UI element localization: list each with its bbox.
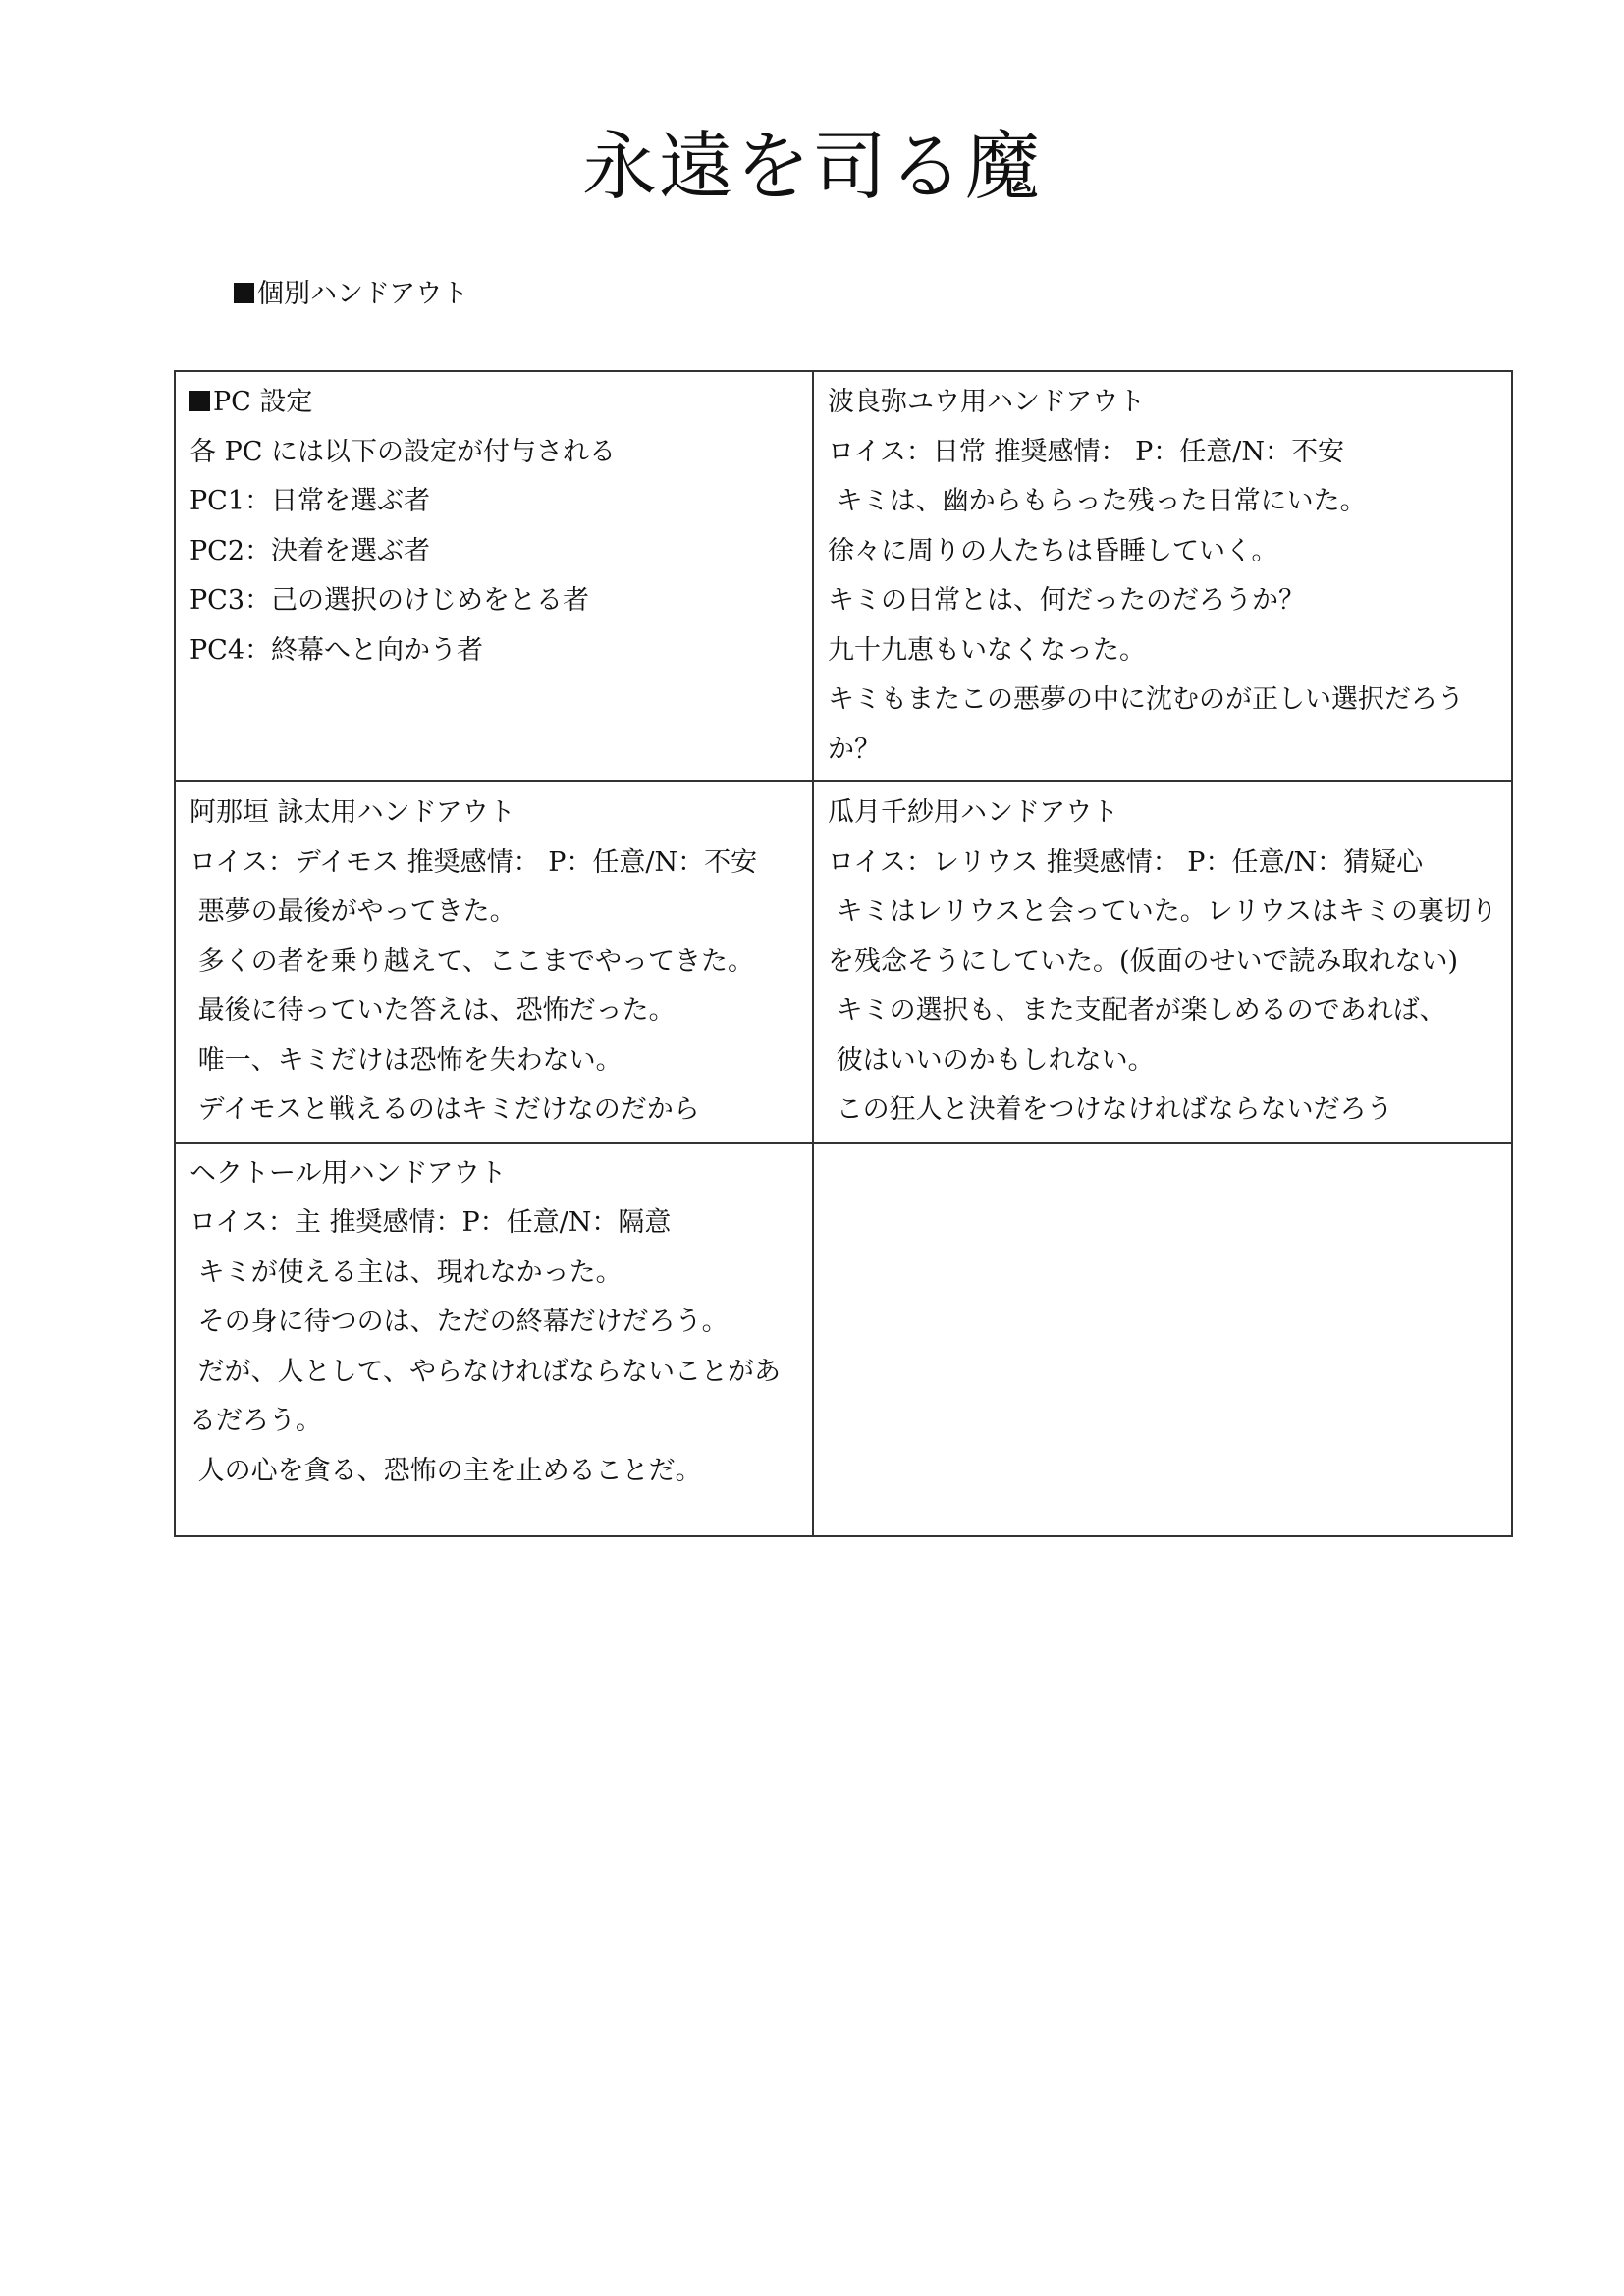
- pc-settings-cell: [175, 371, 813, 781]
- handout-table: [174, 370, 1513, 1537]
- urizuki-handout-cell: [813, 781, 1512, 1143]
- section-heading-text: 個別ハンドアウト: [257, 279, 469, 309]
- black-square-icon: [234, 283, 254, 303]
- hector-handout-cell: [175, 1143, 813, 1536]
- anagaki-handout-cell: [175, 781, 813, 1143]
- urizuki-handout-line: ロイス：レリウス 推奨感情： P：任意/N：猜疑心: [828, 846, 1424, 878]
- pc-settings-line: PC3：己の選択のけじめをとる者: [189, 585, 590, 615]
- hector-handout-line: キミが使える主は、現れなかった。: [189, 1256, 623, 1288]
- pc-settings-heading-text: PC 設定: [213, 387, 313, 417]
- document-title: 永遠を司る魔: [582, 123, 1042, 210]
- pc-settings-line: 各 PC には以下の設定が付与される: [189, 436, 616, 467]
- hector-handout-line: だが、人として、やらなければならないことがあるだろう。: [189, 1356, 782, 1436]
- hara-handout-line: ロイス：日常 推奨感情： P：任意/N：不安: [828, 436, 1344, 467]
- empty-cell: [813, 1143, 1512, 1536]
- urizuki-handout-heading: 瓜月千紗用ハンドアウト: [828, 797, 1119, 828]
- urizuki-handout-line: 彼はいいのかもしれない。: [828, 1044, 1155, 1076]
- hara-handout-heading: 波良弥ユウ用ハンドアウト: [828, 387, 1146, 417]
- table-row: [175, 781, 1512, 1143]
- black-square-icon: [189, 391, 210, 411]
- anagaki-handout-line: 最後に待っていた答えは、恐怖だった。: [189, 995, 676, 1026]
- hector-handout-line: ロイス：主 推奨感情：P：任意/N：隔意: [189, 1207, 672, 1238]
- hara-handout-line: キミは、幽からもらった残った日常にいた。: [828, 486, 1367, 516]
- pc-settings-line: PC1：日常を選ぶ者: [189, 486, 431, 516]
- hara-handout-line: 九十九恵もいなくなった。: [828, 634, 1146, 666]
- anagaki-handout-line: ロイス：デイモス 推奨感情： P：任意/N：不安: [189, 846, 758, 878]
- urizuki-handout-line: この狂人と決着をつけなければならないだろう: [828, 1095, 1393, 1125]
- hector-handout-line: 人の心を貪る、恐怖の主を止めることだ。: [189, 1455, 702, 1486]
- hector-handout-heading: ヘクトール用ハンドアウト: [189, 1157, 507, 1189]
- hara-handout-line: キミもまたこの悪夢の中に沈むのが正しい選択だろうか？: [828, 684, 1464, 765]
- hara-handout-line: 徐々に周りの人たちは昏睡していく。: [828, 535, 1278, 566]
- table-row: [175, 371, 1512, 781]
- table-row: [175, 1143, 1512, 1536]
- anagaki-handout-line: 多くの者を乗り越えて、ここまでやってきた。: [189, 945, 755, 977]
- hector-handout-line: その身に待つのは、ただの終幕だけだろう。: [189, 1307, 729, 1337]
- anagaki-handout-line: デイモスと戦えるのはキミだけなのだから: [189, 1095, 700, 1125]
- urizuki-handout-line: キミはレリウスと会っていた。レリウスはキミの裏切りを残念そうにしていた。(仮面のせいで読み取れない): [828, 896, 1497, 977]
- hara-handout-cell: [813, 371, 1512, 781]
- section-heading: [234, 275, 468, 314]
- anagaki-handout-heading: 阿那垣 詠太用ハンドアウト: [189, 797, 515, 828]
- pc-settings-line: PC2：決着を選ぶ者: [189, 535, 431, 566]
- urizuki-handout-line: キミの選択も、また支配者が楽しめるのであれば、: [828, 995, 1446, 1026]
- hara-handout-line: キミの日常とは、何だったのだろうか？: [828, 585, 1305, 615]
- pc-settings-heading: [189, 378, 798, 428]
- anagaki-handout-line: 唯一、キミだけは恐怖を失わない。: [189, 1044, 623, 1076]
- pc-settings-line: PC4：終幕へと向かう者: [189, 634, 484, 666]
- anagaki-handout-line: 悪夢の最後がやってきた。: [189, 896, 516, 927]
